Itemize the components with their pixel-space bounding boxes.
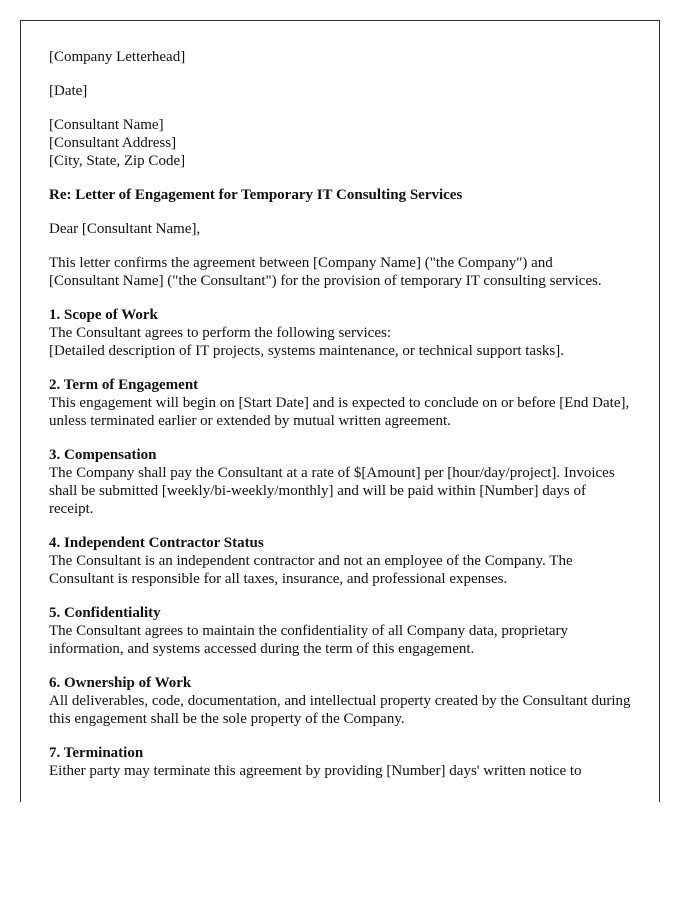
letter-page <box>20 20 660 802</box>
section-heading: 2. Term of Engagement <box>49 377 199 393</box>
section-heading: 7. Termination <box>49 745 144 761</box>
section-4 <box>49 534 631 588</box>
consultant-address: [Consultant Address] <box>49 135 177 151</box>
section-1 <box>49 306 631 360</box>
section-text: Either party may terminate this agreement by providing [Number] days' written notice to <box>49 763 582 779</box>
section-7 <box>49 744 631 780</box>
section-text: The Company shall pay the Consultant at a rate of $[Amount] per [hour/day/project]. Invoices shall be submitted [weekly/bi-weekly/monthly] and will be paid within [Number] days of receipt. <box>49 465 615 517</box>
section-3 <box>49 446 631 518</box>
intro-paragraph: This letter confirms the agreement between [Company Name] ("the Company") and [Consultant Name] ("the Consultant") for the provision of temporary IT consulting services. <box>49 255 602 289</box>
salutation: Dear [Consultant Name], <box>49 221 201 237</box>
section-text: This engagement will begin on [Start Date] and is expected to conclude on or before [End Date], unless terminated earlier or extended by mutual written agreement. <box>49 395 630 429</box>
section-5 <box>49 604 631 658</box>
consultant-name: [Consultant Name] <box>49 117 164 133</box>
section-text: The Consultant agrees to maintain the confidentiality of all Company data, proprietary information, and systems accessed during the term of this engagement. <box>49 623 569 657</box>
section-6 <box>49 674 631 728</box>
section-heading: 5. Confidentiality <box>49 605 161 621</box>
city-state-zip: [City, State, Zip Code] <box>49 153 186 169</box>
letterhead: [Company Letterhead] <box>49 49 186 65</box>
letter-content <box>21 21 659 780</box>
section-text: The Consultant agrees to perform the following services: <box>49 325 391 341</box>
section-text: [Detailed description of IT projects, systems maintenance, or technical support tasks]. <box>49 343 564 359</box>
section-heading: 6. Ownership of Work <box>49 675 192 691</box>
section-text: All deliverables, code, documentation, and intellectual property created by the Consultant during this engagement shall be the sole property of the Company. <box>49 693 631 727</box>
recipient-address <box>49 116 631 170</box>
section-heading: 4. Independent Contractor Status <box>49 535 264 551</box>
section-text: The Consultant is an independent contractor and not an employee of the Company. The Consultant is responsible for all taxes, insurance, and professional expenses. <box>49 553 573 587</box>
section-2 <box>49 376 631 430</box>
section-heading: 3. Compensation <box>49 447 157 463</box>
subject-line: Re: Letter of Engagement for Temporary IT Consulting Services <box>49 187 463 203</box>
date: [Date] <box>49 83 88 99</box>
section-heading: 1. Scope of Work <box>49 307 158 323</box>
